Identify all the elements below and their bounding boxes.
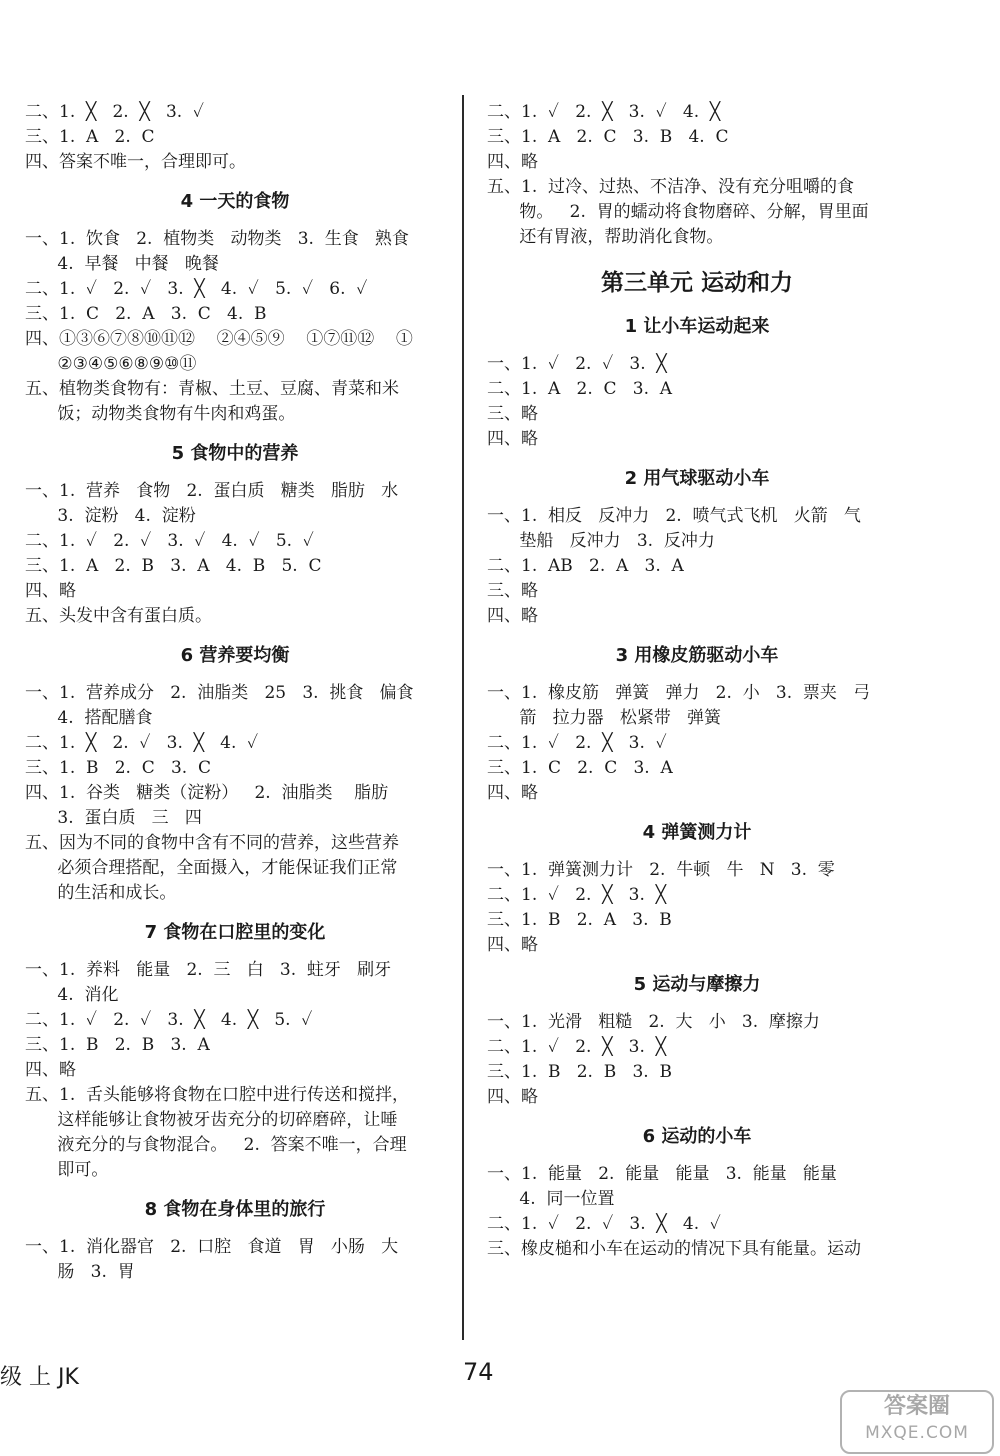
answer-line: 4. 同一位置 — [487, 1189, 615, 1209]
answer-line: 一、1. 营养成分 2. 油脂类 25 3. 挑食 偏食 — [25, 683, 414, 703]
answer-line: 肠 3. 胃 — [25, 1262, 135, 1282]
answer-line: 三、1. A 2. C 3. B 4. C — [487, 127, 729, 147]
answer-line: 一、1. 弹簧测力计 2. 牛顿 牛 N 3. 零 — [487, 860, 835, 880]
answer-line: 三、1. B 2. B 3. A — [25, 1035, 210, 1055]
section-heading: 6 运动的小车 — [642, 1126, 752, 1147]
section-heading: 2 用气球驱动小车 — [624, 468, 770, 489]
page-number: 74 — [463, 1358, 494, 1386]
answer-line: 三、1. B 2. C 3. C — [25, 758, 212, 778]
answer-line: 箭 拉力器 松紧带 弹簧 — [487, 708, 722, 728]
answer-line: 四、①③⑥⑦⑧⑩⑪⑫ ②④⑤⑨ ①⑦⑪⑫ ① — [25, 329, 413, 349]
answer-line: 二、1. ✓ 2. ╳ 3. ╳ — [487, 1037, 666, 1057]
answer-line: 4. 早餐 中餐 晚餐 — [25, 254, 219, 274]
column-divider — [462, 95, 464, 1340]
answer-line: 二、1. ✓ 2. ╳ 3. ╳ — [487, 885, 666, 905]
section-heading: 1 让小车运动起来 — [624, 316, 770, 337]
answer-line: 三、1. B 2. A 3. B — [487, 910, 672, 930]
answer-line: 一、1. 能量 2. 能量 能量 3. 能量 能量 — [487, 1164, 837, 1184]
answer-line: 三、1. C 2. A 3. C 4. B — [25, 304, 267, 324]
answer-line: 即可。 — [25, 1160, 109, 1180]
answer-line: 五、因为不同的食物中含有不同的营养，这些营养 — [25, 833, 399, 853]
answer-line: 二、1. ✓ 2. ✓ 3. ╳ 4. ╳ 5. ✓ — [25, 1010, 313, 1030]
answer-line: 一、1. 营养 食物 2. 蛋白质 糖类 脂肪 水 — [25, 481, 399, 501]
answer-line: 四、略 — [487, 429, 538, 449]
answer-line: 三、略 — [487, 581, 538, 601]
watermark-site: MXQE.COM — [865, 1423, 969, 1443]
answer-line: 二、1. A 2. C 3. A — [487, 379, 673, 399]
answer-line: 三、略 — [487, 404, 538, 424]
answer-line: 必须合理搭配，全面摄入，才能保证我们正常 — [25, 858, 398, 878]
answer-line: 二、1. ✓ 2. ╳ 3. ✓ — [487, 733, 667, 753]
answer-line: 五、1. 过冷、过热、不洁净、没有充分咀嚼的食 — [487, 177, 855, 197]
answer-line: 3. 淀粉 4. 淀粉 — [25, 506, 196, 526]
watermark-logo — [840, 1390, 994, 1454]
section-heading: 4 一天的食物 — [180, 191, 290, 212]
answer-line: 饭；动物类食物有牛肉和鸡蛋。 — [25, 404, 296, 424]
unit-heading: 第三单元 运动和力 — [600, 270, 793, 296]
answer-line: 四、略 — [487, 606, 538, 626]
answer-line: 五、1. 舌头能够将食物在口腔中进行传送和搅拌， — [25, 1085, 410, 1105]
answer-line: 三、1. A 2. C — [25, 127, 155, 147]
section-heading: 8 食物在身体里的旅行 — [144, 1199, 326, 1220]
answer-line: 二、1. ✓ 2. ╳ 3. ✓ 4. ╳ — [487, 102, 721, 122]
watermark-title: 答案圈 — [883, 1394, 950, 1419]
answer-line: 二、1. ✓ 2. ✓ 3. ✓ 4. ✓ 5. ✓ — [25, 531, 314, 551]
answer-line: 垫船 反冲力 3. 反冲力 — [487, 531, 715, 551]
grade-label: 级 上 JK — [0, 1365, 79, 1390]
answer-line: 的生活和成长。 — [25, 883, 177, 903]
answer-line: ②③④⑤⑥⑧⑨⑩⑪ — [25, 354, 197, 374]
section-heading: 5 食物中的营养 — [171, 443, 299, 464]
answer-line: 四、略 — [487, 1087, 538, 1107]
answer-line: 二、1. ╳ 2. ✓ 3. ╳ 4. ✓ — [25, 733, 259, 753]
answer-line: 四、略 — [25, 581, 76, 601]
answer-line: 一、1. 饮食 2. 植物类 动物类 3. 生食 熟食 — [25, 229, 409, 249]
section-heading: 3 用橡皮筋驱动小车 — [615, 645, 779, 666]
answer-line: 三、1. C 2. C 3. A — [487, 758, 673, 778]
section-heading: 4 弹簧测力计 — [642, 822, 752, 843]
answer-line: 物。 2. 胃的蠕动将食物磨碎、分解，胃里面 — [487, 202, 869, 222]
answer-line: 三、橡皮槌和小车在运动的情况下具有能量。运动 — [487, 1239, 861, 1259]
answer-line: 五、头发中含有蛋白质。 — [25, 606, 212, 626]
answer-line: 四、略 — [487, 783, 538, 803]
answer-line: 四、略 — [487, 152, 538, 172]
section-heading: 7 食物在口腔里的变化 — [144, 922, 326, 943]
answer-line: 这样能够让食物被牙齿充分的切碎磨碎，让唾 — [25, 1110, 398, 1130]
answer-line: 一、1. 橡皮筋 弹簧 弹力 2. 小 3. 票夹 弓 — [487, 683, 871, 703]
answer-line: 一、1. ✓ 2. ✓ 3. ╳ — [487, 354, 667, 374]
section-heading: 5 运动与摩擦力 — [633, 974, 761, 995]
section-heading: 6 营养要均衡 — [180, 645, 290, 666]
answer-line: 五、植物类食物有：青椒、土豆、豆腐、青菜和米 — [25, 379, 399, 399]
answer-line: 三、1. B 2. B 3. B — [487, 1062, 672, 1082]
answer-line: 还有胃液，帮助消化食物。 — [487, 227, 724, 247]
right-column — [487, 100, 907, 1262]
answer-line: 3. 蛋白质 三 四 — [25, 808, 202, 828]
answer-line: 一、1. 消化器官 2. 口腔 食道 胃 小肠 大 — [25, 1237, 399, 1257]
answer-line: 二、1. ✓ 2. ✓ 3. ╳ 4. ✓ 5. ✓ 6. ✓ — [25, 279, 368, 299]
answer-line: 一、1. 相反 反冲力 2. 喷气式飞机 火箭 气 — [487, 506, 861, 526]
answer-line: 一、1. 光滑 粗糙 2. 大 小 3. 摩擦力 — [487, 1012, 820, 1032]
answer-line: 一、1. 养料 能量 2. 三 白 3. 蛀牙 刷牙 — [25, 960, 392, 980]
answer-line: 四、答案不唯一，合理即可。 — [25, 152, 246, 172]
answer-line: 4. 消化 — [25, 985, 119, 1005]
answer-line: 四、略 — [487, 935, 538, 955]
left-column — [25, 100, 445, 1285]
answer-line: 二、1. ✓ 2. ✓ 3. ╳ 4. ✓ — [487, 1214, 721, 1234]
answer-line: 二、1. ╳ 2. ╳ 3. ✓ — [25, 102, 204, 122]
answer-line: 四、略 — [25, 1060, 76, 1080]
answer-line: 三、1. A 2. B 3. A 4. B 5. C — [25, 556, 322, 576]
answer-line: 二、1. AB 2. A 3. A — [487, 556, 684, 576]
answer-line: 4. 搭配膳食 — [25, 708, 153, 728]
answer-line: 四、1. 谷类 糖类（淀粉） 2. 油脂类 脂肪 — [25, 783, 389, 803]
answer-line: 液充分的与食物混合。 2. 答案不唯一，合理 — [25, 1135, 407, 1155]
